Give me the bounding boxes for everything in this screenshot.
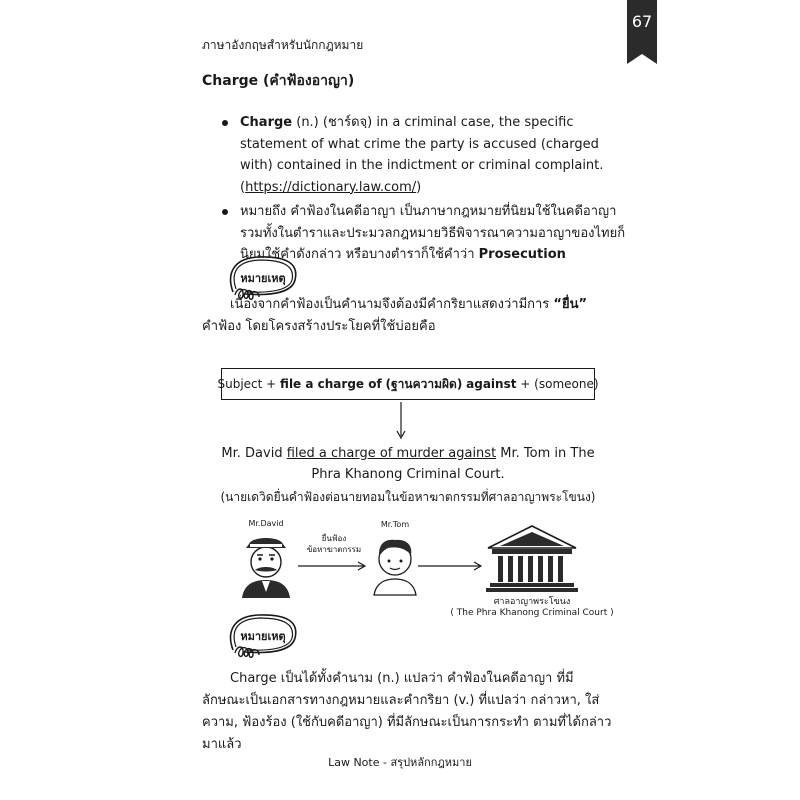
definition-list xyxy=(218,112,628,269)
prosecution-term: Prosecution xyxy=(478,247,566,262)
person2-label: Mr.Tom xyxy=(380,520,410,529)
court-thai-label: ศาลอาญาพระโขนง xyxy=(493,597,571,607)
example-sentence xyxy=(205,443,611,508)
quoted-word: “ยื่น” xyxy=(553,297,588,312)
note-badge-label: หมายเหตุ xyxy=(240,630,286,643)
note-paragraph xyxy=(202,294,617,338)
list-item xyxy=(218,112,628,198)
courthouse-icon xyxy=(486,524,578,592)
formula-object: + (someone) xyxy=(520,377,599,391)
note-paragraph xyxy=(202,668,617,756)
example-underlined: filed a charge of murder against xyxy=(286,446,497,461)
formula-offense: (ฐานความผิด) xyxy=(385,376,463,391)
sentence-structure-box xyxy=(217,368,599,400)
running-head: ภาษาอังกฤษสำหรับนักกฎหมาย xyxy=(202,38,364,52)
bullet-icon xyxy=(222,209,228,215)
arrow-label xyxy=(296,533,372,555)
detective-avatar-icon xyxy=(236,530,296,600)
down-arrow-icon xyxy=(395,402,407,440)
page-number-bookmark xyxy=(627,0,657,64)
example-prefix: Mr. David xyxy=(221,446,287,461)
court-english-label: ( The Phra Khanong Criminal Court ) xyxy=(450,608,614,618)
note-badge-label: หมายเหตุ xyxy=(240,272,286,285)
formula-verb: file a charge of xyxy=(280,377,382,391)
definition-text-end: ) xyxy=(416,179,422,195)
term: Charge xyxy=(240,115,293,130)
definition-text: (n.) (ชาร์ดจฺ) in a criminal case, the specific statement of what crime the party is accused (charged with) contained in the indictment or criminal complaint. ( xyxy=(240,115,604,195)
arrow-label-line2: ข้อหาฆาตกรรม xyxy=(306,545,362,554)
note-text: เนื่องจากคำฟ้องเป็นคำนามจึงต้องมีคำกริยาแสดงว่ามีการ xyxy=(230,297,554,312)
section-title: Charge (คำฟ้องอาญา) xyxy=(202,73,355,89)
page-number: 67 xyxy=(631,12,653,31)
page-footer: Law Note - สรุปหลักกฎหมาย xyxy=(328,756,472,769)
bullet-icon xyxy=(222,120,228,126)
note-text-end: คำฟ้อง โดยโครงสร้างประโยคที่ใช้บ่อยคือ xyxy=(202,319,436,334)
formula-subject: Subject + xyxy=(217,377,277,391)
right-arrow-icon xyxy=(418,560,484,572)
thai-definition: หมายถึง คำฟ้องในคดีอาญา เป็นภาษากฎหมายที่นิยมใช้ในคดีอาญา รวมทั้งในตำราและประมวลกฎหมายวิธีพิจารณาความอาญาของไทยก็นิยมใช้คำดังกล่าว หรือบางตำราก็ใช้คำว่า xyxy=(240,204,626,262)
example-suffix: Mr. Tom in The Phra Khanong Criminal Court. xyxy=(311,446,595,482)
example-translation: (นายเดวิดยื่นคำฟ้องต่อนายทอมในข้อหาฆาตกรรมที่ศาลอาญาพระโขนง) xyxy=(220,490,596,504)
dictionary-link[interactable]: https://dictionary.law.com/ xyxy=(245,179,417,195)
note-term: Charge xyxy=(230,671,277,686)
note-text: เป็นได้ทั้งคำนาม (n.) แปลว่า คำฟ้องในคดีอาญา ที่มีลักษณะเป็นเอกสารทางกฎหมายและคำกริยา (v.) ที่แปลว่า กล่าวหา, ใส่ความ, ฟ้องร้อง (ใช้กับคดีอาญา) ที่มีลักษณะเป็นการกระทำ ตามที่ได้กล่าวมาแล้ว xyxy=(202,671,612,752)
formula-against: against xyxy=(466,377,517,391)
right-arrow-icon xyxy=(298,560,368,572)
arrow-label-line1: ยื่นฟ้อง xyxy=(321,534,347,543)
note-badge xyxy=(225,610,301,662)
boy-avatar-icon xyxy=(368,531,422,597)
person1-label: Mr.David xyxy=(248,519,284,528)
